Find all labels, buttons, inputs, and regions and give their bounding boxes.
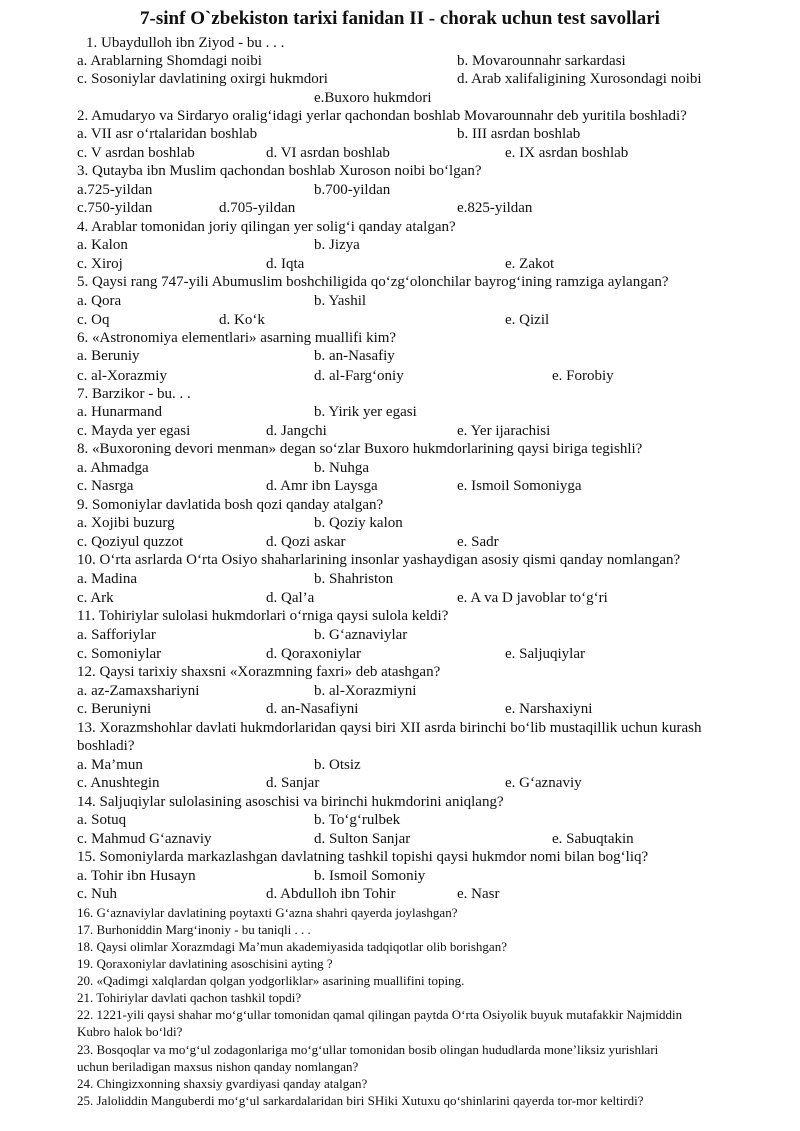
q2-option-d: d. VI asrdan boshlab: [266, 145, 390, 161]
q5-option-c: c. Oq: [77, 312, 110, 328]
q14-option-b: b. To‘g‘rulbek: [314, 812, 401, 828]
q3-option-e: e.825-yildan: [457, 200, 533, 216]
question-5: 5. Qaysi rang 747-yili Abumuslim boshchiligida qo‘zg‘olonchilar bayrog‘ining ramziga aylangan?: [77, 274, 669, 290]
q11-option-e: e. Saljuqiylar: [505, 646, 585, 662]
q11-option-a: a. Safforiylar: [77, 627, 156, 643]
q4-option-e: e. Zakot: [505, 256, 555, 272]
question-18: 18. Qaysi olimlar Xorazmdagi Ma’mun akademiyasida tadqiqotlar olib borishgan?: [77, 939, 507, 954]
q2-option-a: a. VII asr o‘rtalaridan boshlab: [77, 126, 258, 142]
q9-option-e: e. Sadr: [457, 534, 499, 550]
question-8: 8. «Buxoroning devori menman» degan so‘zlar Buxoro hukmdorlarining qaysi biriga tegishli?: [77, 441, 643, 457]
q4-option-c: c. Xiroj: [77, 256, 123, 272]
q4-option-a: a. Kalon: [77, 237, 128, 253]
q1-option-e: e.Buxoro hukmdori: [314, 90, 432, 106]
q14-option-d: d. Sulton Sanjar: [314, 831, 411, 847]
question-21: 21. Tohiriylar davlati qachon tashkil topdi?: [77, 990, 302, 1005]
q10-option-e: e. A va D javoblar to‘g‘ri: [457, 590, 608, 606]
q12-option-e: e. Narshaxiyni: [505, 701, 593, 717]
q5-option-d: d. Ko‘k: [219, 312, 265, 328]
q9-option-a: a. Xojibi buzurg: [77, 515, 175, 531]
question-13: 13. Xorazmshohlar davlati hukmdorlaridan qaysi biri XII asrda birinchi bo‘lib mustaqillik uchun kurash: [77, 720, 702, 736]
page-title: 7-sinf O`zbekiston tarixi fanidan II - chorak uchun test savollari: [140, 8, 660, 29]
question-19: 19. Qoraxoniylar davlatining asoschisini ayting ?: [77, 956, 333, 971]
q10-option-c: c. Ark: [77, 590, 114, 606]
q13-option-b: b. Otsiz: [314, 757, 361, 773]
q15-option-a: a. Tohir ibn Husayn: [77, 868, 196, 884]
question-22: 22. 1221-yili qaysi shahar mo‘g‘ullar tomonidan qamal qilingan paytda O‘rta Osiyolik buyuk mutafakkir Najmiddin: [77, 1007, 683, 1022]
question-24: 24. Chingizxonning shaxsiy gvardiyasi qanday atalgan?: [77, 1076, 368, 1091]
q8-option-c: c. Nasrga: [77, 478, 134, 494]
q10-option-d: d. Qal’a: [266, 590, 315, 606]
question-13-cont: boshladi?: [77, 738, 135, 754]
q1-option-d: d. Arab xalifaligining Xurosondagi noibi: [457, 71, 702, 87]
question-6: 6. «Astronomiya elementlari» asarning muallifi kim?: [77, 330, 397, 346]
q15-option-c: c. Nuh: [77, 886, 117, 902]
q8-option-d: d. Amr ibn Laysga: [266, 478, 378, 494]
q5-option-b: b. Yashil: [314, 293, 367, 309]
q6-option-d: d. al-Farg‘oniy: [314, 368, 404, 384]
q10-option-a: a. Madina: [77, 571, 137, 587]
q12-option-a: a. az-Zamaxshariyni: [77, 683, 200, 699]
q13-option-a: a. Ma’mun: [77, 757, 143, 773]
q7-option-a: a. Hunarmand: [77, 404, 162, 420]
q13-option-e: e. G‘aznaviy: [505, 775, 582, 791]
q5-option-e: e. Qizil: [505, 312, 550, 328]
q14-option-a: a. Sotuq: [77, 812, 127, 828]
q9-option-c: c. Qoziyul quzzot: [77, 534, 184, 550]
q12-option-d: d. an-Nasafiyni: [266, 701, 359, 717]
q8-option-b: b. Nuhga: [314, 460, 369, 476]
q9-option-b: b. Qoziy kalon: [314, 515, 403, 531]
q6-option-e: e. Forobiy: [552, 368, 614, 384]
q6-option-a: a. Beruniy: [77, 348, 140, 364]
q8-option-e: e. Ismoil Somoniyga: [457, 478, 582, 494]
q15-option-e: e. Nasr: [457, 886, 500, 902]
q2-option-c: c. V asrdan boshlab: [77, 145, 195, 161]
q14-option-c: c. Mahmud G‘aznaviy: [77, 831, 212, 847]
q11-option-c: c. Somoniylar: [77, 646, 162, 662]
q2-option-e: e. IX asrdan boshlab: [505, 145, 629, 161]
q6-option-c: c. al-Xorazmiy: [77, 368, 167, 384]
question-9: 9. Somoniylar davlatida bosh qozi qanday atalgan?: [77, 497, 384, 513]
question-3: 3. Qutayba ibn Muslim qachondan boshlab Xuroson noibi bo‘lgan?: [77, 163, 482, 179]
q14-option-e: e. Sabuqtakin: [552, 831, 634, 847]
q12-option-c: c. Beruniyni: [77, 701, 152, 717]
question-25: 25. Jaloliddin Manguberdi mo‘g‘ul sarkardalaridan biri SHiki Xutuxu qo‘shinlarini qayerda tor-mor keltirdi?: [77, 1093, 644, 1108]
q1-option-a: a. Arablarning Shomdagi noibi: [77, 53, 262, 69]
q3-option-a: a.725-yildan: [77, 182, 153, 198]
q9-option-d: d. Qozi askar: [266, 534, 346, 550]
q11-option-b: b. G‘aznaviylar: [314, 627, 408, 643]
q3-option-c: c.750-yildan: [77, 200, 153, 216]
question-12: 12. Qaysi tarixiy shaxsni «Xorazmning faxri» deb atashgan?: [77, 664, 441, 680]
q7-option-d: d. Jangchi: [266, 423, 327, 439]
question-22-cont: Kubro halok bo‘ldi?: [77, 1024, 183, 1039]
q7-option-e: e. Yer ijarachisi: [457, 423, 551, 439]
question-11: 11. Tohiriylar sulolasi hukmdorlari o‘rniga qaysi sulola keldi?: [77, 608, 449, 624]
question-4: 4. Arablar tomonidan joriy qilingan yer solig‘i qanday atalgan?: [77, 219, 456, 235]
q3-option-d: d.705-yildan: [219, 200, 296, 216]
question-15: 15. Somoniylarda markazlashgan davlatning tashkil topishi qaysi hukmdor nomi bilan bog‘liq?: [77, 849, 649, 865]
question-20: 20. «Qadimgi xalqlardan qolgan yodgorliklar» asarining muallifini toping.: [77, 973, 465, 988]
q11-option-d: d. Qoraxoniylar: [266, 646, 361, 662]
q5-option-a: a. Qora: [77, 293, 122, 309]
question-10: 10. O‘rta asrlarda O‘rta Osiyo shaharlarining insonlar yashaydigan asosiy qismi qanday nomlangan?: [77, 552, 681, 568]
question-17: 17. Burhoniddin Marg‘inoniy - bu taniqli . . .: [77, 922, 311, 937]
q4-option-b: b. Jizya: [314, 237, 360, 253]
q3-option-b: b.700-yildan: [314, 182, 391, 198]
q7-option-b: b. Yirik yer egasi: [314, 404, 417, 420]
q6-option-b: b. an-Nasafiy: [314, 348, 395, 364]
q15-option-b: b. Ismoil Somoniy: [314, 868, 426, 884]
q4-option-d: d. Iqta: [266, 256, 305, 272]
question-23-cont: uchun beriladigan maxsus nishon qanday nomlangan?: [77, 1059, 359, 1074]
question-1: 1. Ubaydulloh ibn Ziyod - bu . . .: [86, 35, 285, 51]
q8-option-a: a. Ahmadga: [77, 460, 149, 476]
q1-option-b: b. Movarounnahr sarkardasi: [457, 53, 626, 69]
q7-option-c: c. Mayda yer egasi: [77, 423, 191, 439]
q12-option-b: b. al-Xorazmiyni: [314, 683, 417, 699]
q10-option-b: b. Shahriston: [314, 571, 394, 587]
question-16: 16. G‘aznaviylar davlatining poytaxti G‘azna shahri qayerda joylashgan?: [77, 905, 458, 920]
q13-option-c: c. Anushtegin: [77, 775, 160, 791]
question-14: 14. Saljuqiylar sulolasining asoschisi va birinchi hukmdorini aniqlang?: [77, 794, 504, 810]
question-7: 7. Barzikor - bu. . .: [77, 386, 191, 402]
q2-option-b: b. III asrdan boshlab: [457, 126, 581, 142]
q13-option-d: d. Sanjar: [266, 775, 320, 791]
q15-option-d: d. Abdulloh ibn Tohir: [266, 886, 396, 902]
question-23: 23. Bosqoqlar va mo‘g‘ul zodagonlariga mo‘g‘ullar tomonidan bosib olingan hududlarda mone’liksiz yurishlari: [77, 1042, 659, 1057]
q1-option-c: c. Sosoniylar davlatining oxirgi hukmdori: [77, 71, 328, 87]
question-2: 2. Amudaryo va Sirdaryo oralig‘idagi yerlar qachondan boshlab Movarounnahr deb yuritila boshladi?: [77, 108, 687, 124]
